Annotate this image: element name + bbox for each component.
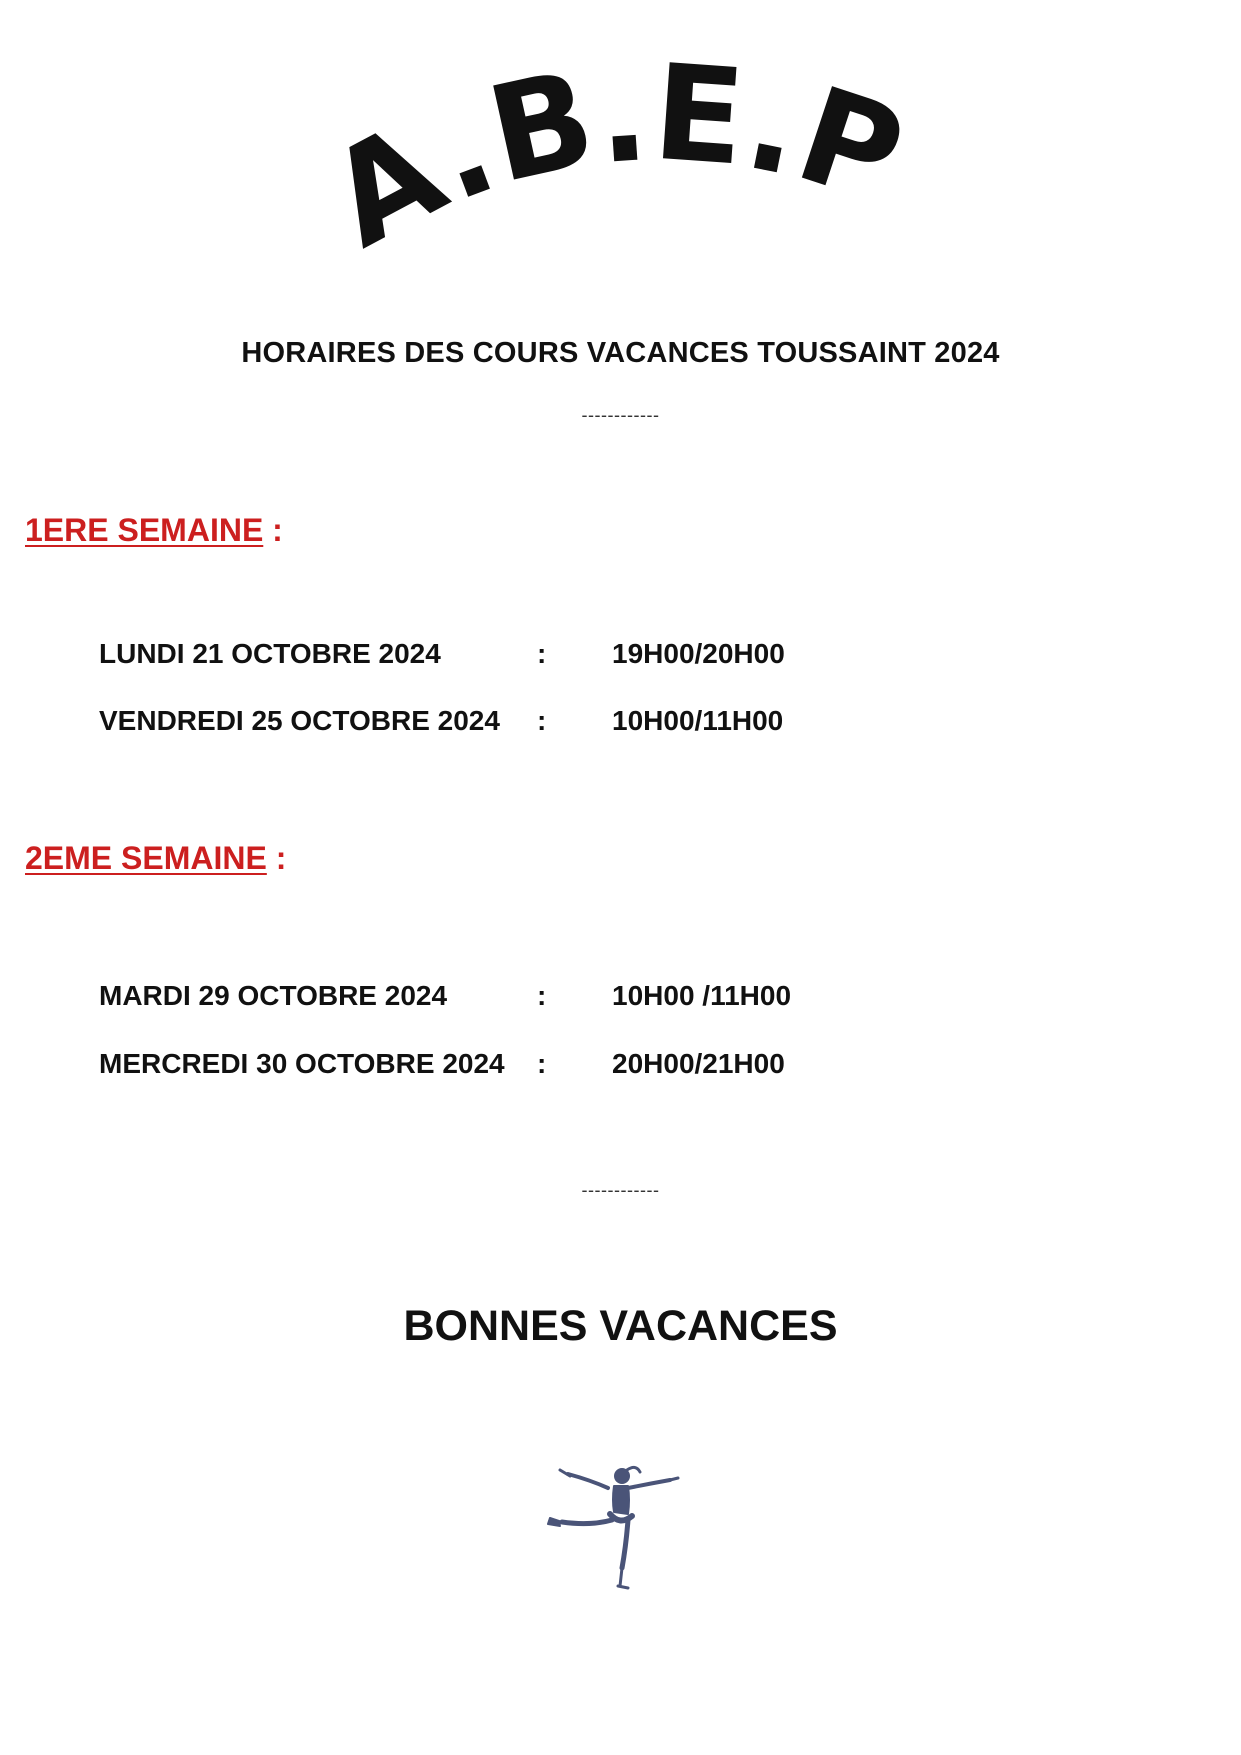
week-2-heading <box>25 840 286 877</box>
dancer-icon <box>530 1450 700 1600</box>
session-time: 19H00/20H00 <box>612 638 785 669</box>
week-2-label: 2EME SEMAINE <box>25 840 267 876</box>
session-day: MARDI 29 OCTOBRE 2024 <box>99 980 448 1011</box>
session-colon: : <box>537 705 547 736</box>
page-title: HORAIRES DES COURS VACANCES TOUSSAINT 2024 <box>241 337 1000 369</box>
week-2-suffix: : <box>266 840 287 876</box>
session-time: 10H00 /11H00 <box>612 980 792 1011</box>
closing-message: BONNES VACANCES <box>403 1302 838 1350</box>
session-colon: : <box>537 1048 547 1079</box>
session-colon: : <box>537 980 547 1011</box>
session-row <box>0 980 1241 1020</box>
session-time: 20H00/21H00 <box>612 1048 785 1079</box>
abep-logo <box>0 0 1241 280</box>
session-row <box>0 1048 1241 1088</box>
session-day: LUNDI 21 OCTOBRE 2024 <box>99 638 441 669</box>
week-1-suffix: : <box>263 512 283 548</box>
session-row <box>0 638 1241 678</box>
logo-text: A.B.E.P <box>305 35 921 278</box>
session-day: VENDREDI 25 OCTOBRE 2024 <box>99 705 500 736</box>
week-1-heading <box>25 512 283 549</box>
separator-bottom: ------------ <box>581 1180 660 1200</box>
week-1-label: 1ERE SEMAINE <box>25 512 264 548</box>
session-time: 10H00/11H00 <box>612 705 784 736</box>
separator-top: ------------ <box>581 405 660 425</box>
session-colon: : <box>537 638 547 669</box>
session-row <box>0 705 1241 745</box>
session-day: MERCREDI 30 OCTOBRE 2024 <box>99 1048 505 1079</box>
